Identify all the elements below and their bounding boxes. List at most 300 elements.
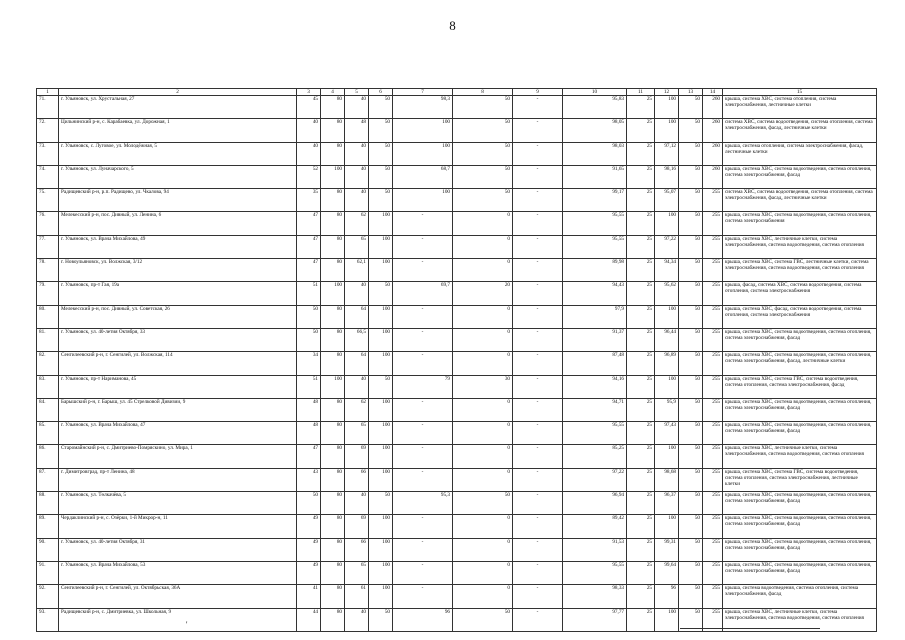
value-cell: 255 (703, 468, 723, 491)
value-cell: 94,16 (563, 375, 627, 398)
value-cell: 255 (703, 189, 723, 212)
footer-line (680, 628, 820, 629)
value-cell: - (513, 585, 563, 608)
table-row (37, 165, 877, 188)
value-cell: 50 (679, 468, 703, 491)
address-cell: Радищевский р-н, с. Дмитриевка, ул. Школьная, 9 (59, 608, 297, 631)
value-cell: 80 (321, 561, 345, 584)
value-cell: 79 (393, 375, 453, 398)
value-cell: 40 (345, 282, 369, 305)
value-cell: 50 (679, 96, 703, 119)
value-cell: 69,7 (393, 282, 453, 305)
value-cell: 50 (369, 142, 393, 165)
value-cell: 96 (655, 585, 679, 608)
value-cell: 96,94 (563, 492, 627, 515)
value-cell: 40 (345, 165, 369, 188)
value-cell: 100 (655, 212, 679, 235)
works-cell: крыша, система ХВС, лестничные клетки, система электроснабжения, система водоотведения, система отопления (723, 235, 877, 258)
value-cell: 50 (453, 189, 513, 212)
value-cell: 25 (627, 328, 655, 351)
value-cell: 97,12 (655, 142, 679, 165)
works-cell: крыша, система ХВС, система ГВС, лестничные клетки, система электроснабжения, система водоотведения, система отопления (723, 259, 877, 282)
value-cell: 80 (321, 96, 345, 119)
value-cell: 66 (345, 538, 369, 561)
value-cell: 80 (321, 212, 345, 235)
value-cell: 25 (627, 538, 655, 561)
value-cell: 50 (453, 165, 513, 188)
value-cell: 25 (627, 189, 655, 212)
value-cell: 100 (369, 328, 393, 351)
value-cell: 100 (369, 445, 393, 468)
value-cell: 100 (369, 422, 393, 445)
value-cell: 80 (321, 352, 345, 375)
column-number: 10 (563, 89, 627, 96)
value-cell: 49 (297, 515, 321, 538)
value-cell: 25 (627, 235, 655, 258)
address-cell: г. Ульяновск, ул. Врача Михайлова, 53 (59, 561, 297, 584)
address-cell: г. Димитровград, пр-т Ленина, 48 (59, 468, 297, 491)
value-cell: 255 (703, 398, 723, 421)
value-cell: - (513, 515, 563, 538)
value-cell: 50 (369, 165, 393, 188)
table-row (37, 585, 877, 608)
row-number: 76. (37, 212, 59, 235)
value-cell: - (393, 585, 453, 608)
row-number: 93. (37, 608, 59, 631)
table-row (37, 189, 877, 212)
value-cell: 95,3 (393, 492, 453, 515)
value-cell: 100 (369, 352, 393, 375)
value-cell: 68,7 (393, 165, 453, 188)
value-cell: 255 (703, 492, 723, 515)
value-cell: 40 (345, 142, 369, 165)
value-cell: 25 (627, 561, 655, 584)
value-cell: 80 (321, 398, 345, 421)
value-cell: 69 (345, 445, 369, 468)
value-cell: 50 (369, 119, 393, 142)
value-cell: 50 (679, 259, 703, 282)
works-cell: крыша, фасад, система ХВС, система водоотведения, система отопления, система электроснабжения (723, 282, 877, 305)
value-cell: 0 (453, 585, 513, 608)
table-row (37, 538, 877, 561)
works-cell: крыша, система ХВС, система водоотведения, система отопления, система электроснабжения, фасад, лестничные клетки (723, 352, 877, 375)
address-cell: г. Ульяновск, пр-т Нариманова, 45 (59, 375, 297, 398)
column-number: 14 (703, 89, 723, 96)
value-cell: 255 (703, 352, 723, 375)
row-number: 88. (37, 492, 59, 515)
value-cell: 89,42 (563, 515, 627, 538)
value-cell: 52 (297, 165, 321, 188)
row-number: 79. (37, 282, 59, 305)
column-number: 5 (345, 89, 369, 96)
works-cell: крыша, система ХВС, лестничные клетки, система электроснабжения, система водоотведения, система отопления (723, 608, 877, 631)
row-number: 90. (37, 538, 59, 561)
value-cell: 50 (679, 189, 703, 212)
value-cell: 0 (453, 398, 513, 421)
value-cell: 80 (321, 259, 345, 282)
value-cell: 91,65 (563, 165, 627, 188)
value-cell: 48 (345, 119, 369, 142)
value-cell: 100 (393, 142, 453, 165)
works-cell: крыша, система ХВС, система водоотведения, система отопления, система электроснабжения, фасад (723, 561, 877, 584)
value-cell: - (513, 608, 563, 631)
value-cell: 25 (627, 422, 655, 445)
value-cell: 20 (453, 282, 513, 305)
value-cell: - (513, 235, 563, 258)
value-cell: 98,03 (563, 142, 627, 165)
value-cell: 25 (627, 212, 655, 235)
column-number: 3 (297, 89, 321, 96)
value-cell: 40 (345, 492, 369, 515)
value-cell: 69 (345, 515, 369, 538)
column-number: 6 (369, 89, 393, 96)
value-cell: - (513, 468, 563, 491)
address-cell: Сенгилеевский р-н, г. Сенгилей, ул. Октябрьская, 36А (59, 585, 297, 608)
value-cell: 100 (321, 375, 345, 398)
address-cell: г. Ульяновск, с. Луговое, ул. Молодёжная, 5 (59, 142, 297, 165)
value-cell: 25 (627, 282, 655, 305)
value-cell: 100 (393, 119, 453, 142)
value-cell: 66,5 (345, 328, 369, 351)
value-cell: 98,05 (563, 119, 627, 142)
value-cell: 45 (297, 96, 321, 119)
row-number: 83. (37, 375, 59, 398)
column-number: 2 (59, 89, 297, 96)
value-cell: 44 (297, 608, 321, 631)
row-number: 89. (37, 515, 59, 538)
works-cell: крыша, система отопления, система электроснабжения, фасад, лестничные клетки (723, 142, 877, 165)
value-cell: 40 (345, 608, 369, 631)
value-cell: 95,55 (563, 422, 627, 445)
value-cell: 91,37 (563, 328, 627, 351)
value-cell: 255 (703, 212, 723, 235)
value-cell: 25 (627, 96, 655, 119)
value-cell: 100 (369, 585, 393, 608)
value-cell: - (513, 142, 563, 165)
row-number: 77. (37, 235, 59, 258)
value-cell: 25 (627, 398, 655, 421)
works-cell: крыша, система ХВС, система водоотведения, система отопления, система электроснабжения, фасад (723, 328, 877, 351)
works-cell: крыша, система ХВС, система водоотведения, система отопления, система электроснабжения, фасад (723, 538, 877, 561)
value-cell: 50 (679, 492, 703, 515)
value-cell: 0 (453, 259, 513, 282)
works-cell: крыша, система ХВС, система водоотведения, система отопления, система электроснабжения (723, 212, 877, 235)
value-cell: 260 (703, 96, 723, 119)
row-number: 71. (37, 96, 59, 119)
value-cell: - (393, 538, 453, 561)
value-cell: 51 (297, 282, 321, 305)
value-cell: 80 (321, 538, 345, 561)
value-cell: 255 (703, 608, 723, 631)
value-cell: 255 (703, 235, 723, 258)
address-cell: Мелекесский р-н, пос. Дивный, ул. Советская, 26 (59, 305, 297, 328)
value-cell: 25 (627, 119, 655, 142)
row-number: 75. (37, 189, 59, 212)
value-cell: 91,53 (563, 538, 627, 561)
value-cell: 255 (703, 538, 723, 561)
column-number-row (37, 89, 877, 96)
address-cell: г. Ульяновск, ул. Луначарского, 5 (59, 165, 297, 188)
works-cell: крыша, система ХВС, фасад, система водоотведения, система отопления, система электроснабжения (723, 305, 877, 328)
table-row (37, 305, 877, 328)
value-cell: 255 (703, 259, 723, 282)
value-cell: 87,48 (563, 352, 627, 375)
value-cell: 95,55 (563, 212, 627, 235)
value-cell: 80 (321, 515, 345, 538)
works-cell: система ХВС, система водоотведения, система отопления, система электроснабжения, фасад, лестничные клетки (723, 189, 877, 212)
works-cell: крыша, система ХВС, система водоотведения, система отопления, система электроснабжения, фасад (723, 515, 877, 538)
value-cell: 100 (655, 608, 679, 631)
row-number: 85. (37, 422, 59, 445)
value-cell: 100 (655, 305, 679, 328)
column-number: 13 (679, 89, 703, 96)
value-cell: 100 (369, 561, 393, 584)
column-number: 9 (513, 89, 563, 96)
address-cell: г. Ульяновск, ул. Врача Михайлова, 47 (59, 422, 297, 445)
value-cell: 94,71 (563, 398, 627, 421)
value-cell: 80 (321, 422, 345, 445)
row-number: 91. (37, 561, 59, 584)
value-cell: 50 (679, 328, 703, 351)
value-cell: 99,17 (563, 189, 627, 212)
value-cell: - (513, 305, 563, 328)
table-row (37, 259, 877, 282)
value-cell: 50 (679, 282, 703, 305)
value-cell: 100 (393, 189, 453, 212)
address-cell: Радищевский р-н, р.п. Радищево, ул. Чкалова, 94 (59, 189, 297, 212)
value-cell: - (393, 398, 453, 421)
value-cell: 80 (321, 119, 345, 142)
value-cell: 25 (627, 352, 655, 375)
column-number: 8 (453, 89, 513, 96)
works-cell: крыша, система ХВС, система ГВС, система водоотведения, система отопления, система электроснабжения, лестничные клетки (723, 468, 877, 491)
value-cell: 50 (369, 492, 393, 515)
row-number: 86. (37, 445, 59, 468)
value-cell: 64 (345, 305, 369, 328)
value-cell: - (513, 375, 563, 398)
column-number: 1 (37, 89, 59, 96)
value-cell: 50 (453, 608, 513, 631)
address-cell: Чердаклинский р-н, с. Озёрки, 1-й Микрор-н, 11 (59, 515, 297, 538)
value-cell: 35 (297, 189, 321, 212)
value-cell: 50 (369, 375, 393, 398)
row-number: 80. (37, 305, 59, 328)
value-cell: 96,89 (655, 352, 679, 375)
row-number: 87. (37, 468, 59, 491)
table-row (37, 352, 877, 375)
works-cell: крыша, система ХВС, система водоотведения, система отопления, система электроснабжения, фасад (723, 165, 877, 188)
value-cell: 97,22 (655, 235, 679, 258)
value-cell: 80 (321, 585, 345, 608)
value-cell: - (393, 352, 453, 375)
value-cell: - (393, 328, 453, 351)
table-row (37, 142, 877, 165)
value-cell: 255 (703, 585, 723, 608)
value-cell: 100 (321, 282, 345, 305)
value-cell: 98,16 (655, 165, 679, 188)
value-cell: 100 (369, 259, 393, 282)
value-cell: 50 (679, 538, 703, 561)
value-cell: 97,43 (655, 422, 679, 445)
value-cell: 62 (345, 398, 369, 421)
value-cell: 48 (297, 398, 321, 421)
value-cell: 50 (453, 492, 513, 515)
value-cell: 255 (703, 445, 723, 468)
row-number: 78. (37, 259, 59, 282)
works-cell: крыша, система ХВС, система водоотведения, система отопления, система электроснабжения, фасад (723, 422, 877, 445)
column-number: 12 (655, 89, 679, 96)
value-cell: 255 (703, 328, 723, 351)
row-number: 92. (37, 585, 59, 608)
value-cell: 0 (453, 561, 513, 584)
value-cell: 50 (453, 96, 513, 119)
value-cell: 50 (679, 608, 703, 631)
value-cell: 96 (393, 608, 453, 631)
address-cell: г. Новоульяновск, ул. Волжская, 3/12 (59, 259, 297, 282)
value-cell: 50 (679, 142, 703, 165)
value-cell: 100 (369, 515, 393, 538)
works-cell: крыша, система ХВС, лестничные клетки, система электроснабжения, система водоотведения, система отопления (723, 445, 877, 468)
value-cell: 0 (453, 328, 513, 351)
table-row (37, 468, 877, 491)
value-cell: 80 (321, 235, 345, 258)
value-cell: - (513, 165, 563, 188)
works-cell: крыша, система ХВС, система отопления, система электроснабжения, лестничные клетки (723, 96, 877, 119)
value-cell: 80 (321, 189, 345, 212)
table-row (37, 212, 877, 235)
value-cell: 260 (703, 142, 723, 165)
value-cell: 80 (321, 142, 345, 165)
value-cell: 50 (297, 328, 321, 351)
address-cell: Мелекесский р-н, пос. Дивный, ул. Ленина, 6 (59, 212, 297, 235)
value-cell: 64 (345, 352, 369, 375)
value-cell: 0 (453, 352, 513, 375)
value-cell: 97,77 (563, 608, 627, 631)
value-cell: - (393, 235, 453, 258)
value-cell: - (393, 305, 453, 328)
table-row (37, 282, 877, 305)
value-cell: 47 (297, 259, 321, 282)
value-cell: 100 (655, 96, 679, 119)
page-number: 8 (449, 18, 456, 33)
value-cell: 50 (679, 585, 703, 608)
value-cell: 40 (345, 375, 369, 398)
value-cell: 255 (703, 561, 723, 584)
value-cell: 0 (453, 468, 513, 491)
value-cell: 95,07 (655, 189, 679, 212)
value-cell: 255 (703, 515, 723, 538)
value-cell: 34 (297, 352, 321, 375)
value-cell: 95,55 (563, 561, 627, 584)
value-cell: 51 (297, 375, 321, 398)
address-cell: г. Ульяновск, ул. Хрустальная, 27 (59, 96, 297, 119)
works-cell: крыша, система ХВС, система водоотведения, система отопления, система электроснабжения, фасад (723, 492, 877, 515)
value-cell: 50 (369, 282, 393, 305)
value-cell: 0 (453, 515, 513, 538)
row-number: 82. (37, 352, 59, 375)
address-cell: г. Ульяновск, ул. Төлкачёва, 5 (59, 492, 297, 515)
value-cell: 65 (345, 235, 369, 258)
value-cell: 47 (297, 212, 321, 235)
value-cell: 99,31 (655, 538, 679, 561)
value-cell: 100 (655, 375, 679, 398)
value-cell: 80 (321, 305, 345, 328)
value-cell: 65 (345, 561, 369, 584)
value-cell: 98,3 (393, 96, 453, 119)
value-cell: 50 (679, 398, 703, 421)
table-row (37, 328, 877, 351)
value-cell: - (513, 212, 563, 235)
value-cell: 80 (321, 468, 345, 491)
table-row (37, 515, 877, 538)
value-cell: - (513, 561, 563, 584)
value-cell: 62,1 (345, 259, 369, 282)
value-cell: 255 (703, 375, 723, 398)
value-cell: - (513, 492, 563, 515)
value-cell: 50 (369, 608, 393, 631)
value-cell: 30 (453, 375, 513, 398)
apartment-buildings-table (36, 88, 877, 632)
value-cell: 47 (297, 445, 321, 468)
value-cell: 0 (453, 305, 513, 328)
value-cell: 80 (321, 328, 345, 351)
value-cell: 50 (453, 119, 513, 142)
value-cell: 100 (369, 398, 393, 421)
value-cell: - (393, 422, 453, 445)
value-cell: 99,64 (655, 561, 679, 584)
works-cell: крыша, система водоотведения, система отопления, система электроснабжения, фасад (723, 585, 877, 608)
value-cell: 50 (679, 561, 703, 584)
value-cell: 25 (627, 142, 655, 165)
value-cell: 0 (453, 422, 513, 445)
value-cell: 0 (453, 212, 513, 235)
table-row (37, 375, 877, 398)
value-cell: - (513, 96, 563, 119)
value-cell: 94,34 (655, 259, 679, 282)
value-cell: 96,37 (655, 492, 679, 515)
value-cell: 50 (679, 235, 703, 258)
value-cell: 40 (345, 189, 369, 212)
address-cell: Барышский р-н, г. Барыш, ул. 45 Стрелковой Дивизии, 9 (59, 398, 297, 421)
value-cell: 96,44 (655, 328, 679, 351)
value-cell: 89,98 (563, 259, 627, 282)
value-cell: 260 (703, 165, 723, 188)
value-cell: 50 (297, 305, 321, 328)
value-cell: 61 (345, 585, 369, 608)
address-cell: г. Ульяновск, пр-т Гая, 19а (59, 282, 297, 305)
value-cell: - (393, 561, 453, 584)
value-cell: 50 (297, 492, 321, 515)
value-cell: 40 (297, 119, 321, 142)
table-row (37, 96, 877, 119)
value-cell: 98,33 (563, 585, 627, 608)
address-cell: Старомайнский р-н, с. Дмитриево-Помряскино, ул. Мира, 1 (59, 445, 297, 468)
value-cell: 25 (627, 259, 655, 282)
address-cell: г. Ульяновск, ул. 40-летия Октября, 33 (59, 328, 297, 351)
value-cell: 94,43 (563, 282, 627, 305)
address-cell: г. Ульяновск, ул. 40-летия Октября, 31 (59, 538, 297, 561)
value-cell: 100 (655, 119, 679, 142)
value-cell: 255 (703, 305, 723, 328)
value-cell: 25 (627, 165, 655, 188)
value-cell: - (513, 259, 563, 282)
value-cell: 98,68 (655, 468, 679, 491)
value-cell: - (513, 119, 563, 142)
row-number: 74. (37, 165, 59, 188)
value-cell: 25 (627, 305, 655, 328)
value-cell: 25 (627, 375, 655, 398)
value-cell: - (513, 422, 563, 445)
